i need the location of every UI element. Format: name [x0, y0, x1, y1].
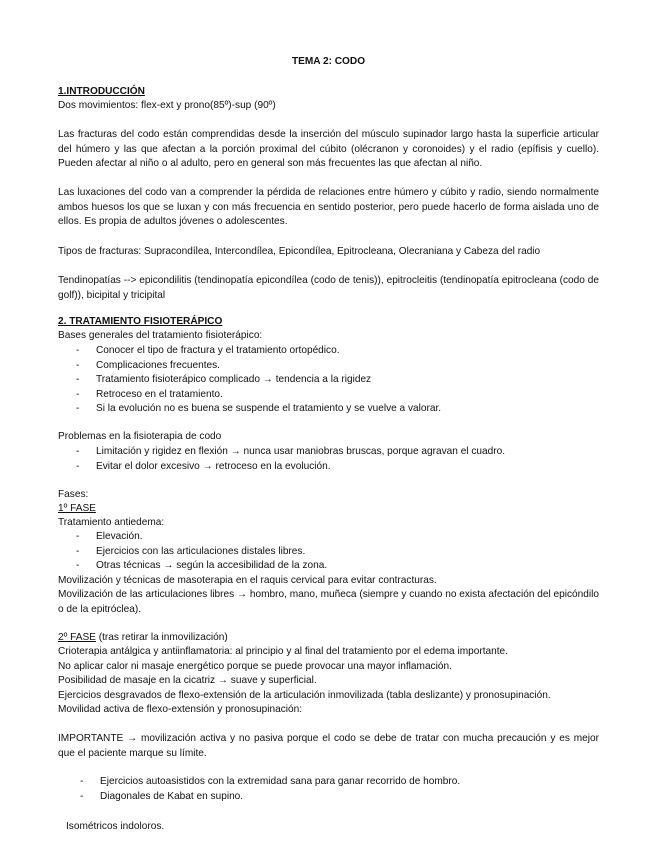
- list-item: - Complicaciones frecuentes.: [76, 359, 220, 371]
- bases-list: [58, 344, 599, 417]
- phase2-line: Ejercicios desgravados de flexo-extensión de la articulación inmovilizada (tabla deslizante) y pronosupinación.: [58, 689, 551, 701]
- bases-intro: Bases generales del tratamiento fisioterápico:: [58, 330, 263, 341]
- isometric-line: Isométricos indoloros.: [66, 821, 165, 832]
- list-item: - Ejercicios con las articulaciones distales libres.: [76, 545, 306, 557]
- problems-intro: Problemas en la fisioterapia de codo: [58, 431, 222, 442]
- luxations-paragraph: Las luxaciones del codo van a comprender la pérdida de relaciones entre húmero y cúbito y radio, siendo normalmente ambos huesos los que se luxan y con más frecuencia en sentido posterior, pero puede hacerlo de forma aislada uno de ellos. Es propia de adultos jóvenes o adolescentes.: [58, 187, 599, 228]
- tendinopathies-paragraph: Tendinopatías --> epicondilitis (tendinopatía epicondílea (codo de tenis)), epitrocleitis (tendinopatía epitrocleana (codo de golf)), bicipital y tricipital: [58, 275, 599, 301]
- list-item: - Conocer el tipo de fractura y el tratamiento ortopédico.: [76, 345, 340, 356]
- phase1-label: 1º FASE: [58, 503, 96, 514]
- phase1-line-1: Movilización y técnicas de masoterapia en el raquis cervical para evitar contracturas.: [58, 575, 437, 586]
- phases-label: Fases:: [58, 489, 89, 500]
- fracture-types-paragraph: Tipos de fracturas: Supracondílea, Intercondílea, Epicondílea, Epitrocleana, Olecraniana y Cabeza del radio: [58, 246, 541, 257]
- phase2-list: [58, 775, 599, 804]
- section-heading-tratamiento: 2. TRATAMIENTO FISIOTERÁPICO: [58, 316, 223, 327]
- antiedema-label: Tratamiento antiedema:: [58, 517, 165, 528]
- fractures-paragraph: Las fracturas del codo están comprendidas desde la inserción del músculo supinador largo hasta la superficie articular del húmero y las que afectan a la porción proximal del cúbito (olécranon y coronoides) y el radio (epífisis y cuello). Pueden afectar al niño o al adulto, pero en general son más frecuentes las que afectan al niño.: [58, 129, 599, 170]
- movements-paragraph: Dos movimientos: flex-ext y prono(85º)-sup (90º): [58, 100, 276, 111]
- phase2-line: Crioterapia antálgica y antiinflamatoria: al principio y al final del tratamiento por el edema importante.: [58, 646, 508, 657]
- phase2-lines: [58, 645, 599, 718]
- list-item: - Tratamiento fisioterápico complicado → tendencia a la rigidez: [76, 374, 372, 386]
- section-heading-introduccion: 1.INTRODUCCIÓN: [58, 86, 145, 97]
- phase2-line: No aplicar calor ni masaje energético porque se puede provocar una mayor inflamación.: [58, 660, 452, 672]
- problems-list: [58, 445, 599, 474]
- phase2-line: Posibilidad de masaje en la cicatriz → suave y superficial.: [58, 675, 317, 687]
- list-item: - Retroceso en el tratamiento.: [76, 388, 223, 400]
- list-item: - Si la evolución no es buena se suspende el tratamiento y se vuelve a valorar.: [76, 403, 442, 415]
- list-item: - Ejercicios autoasistidos con la extremidad sana para ganar recorrido de hombro.: [80, 776, 461, 787]
- list-item: - Limitación y rigidez en flexión → nunca usar maniobras bruscas, porque agravan el cuadro.: [76, 446, 506, 457]
- phase1-line-2: Movilización de las articulaciones libres → hombro, mano, muñeca (siempre y cuando no exista afectación del epicóndilo o de la epitróclea).: [58, 589, 599, 615]
- phase2-line: Movilidad activa de flexo-extensión y pronosupinación:: [58, 704, 303, 716]
- phase2-label: 2º FASE (tras retirar la inmovilización): [58, 632, 228, 643]
- phase1-list: [58, 530, 599, 574]
- list-item: - Elevación.: [76, 531, 143, 542]
- list-item: - Otras técnicas → según la accesibilidad de la zona.: [76, 560, 328, 572]
- list-item: - Diagonales de Kabat en supino.: [80, 790, 244, 802]
- list-item: - Evitar el dolor excesivo → retroceso en la evolución.: [76, 460, 331, 472]
- document-title: TEMA 2: CODO: [291, 56, 366, 67]
- important-paragraph: IMPORTANTE → movilización activa y no pasiva porque el codo se debe de tratar con mucha precaución y es mejor que el paciente marque su límite.: [58, 733, 599, 759]
